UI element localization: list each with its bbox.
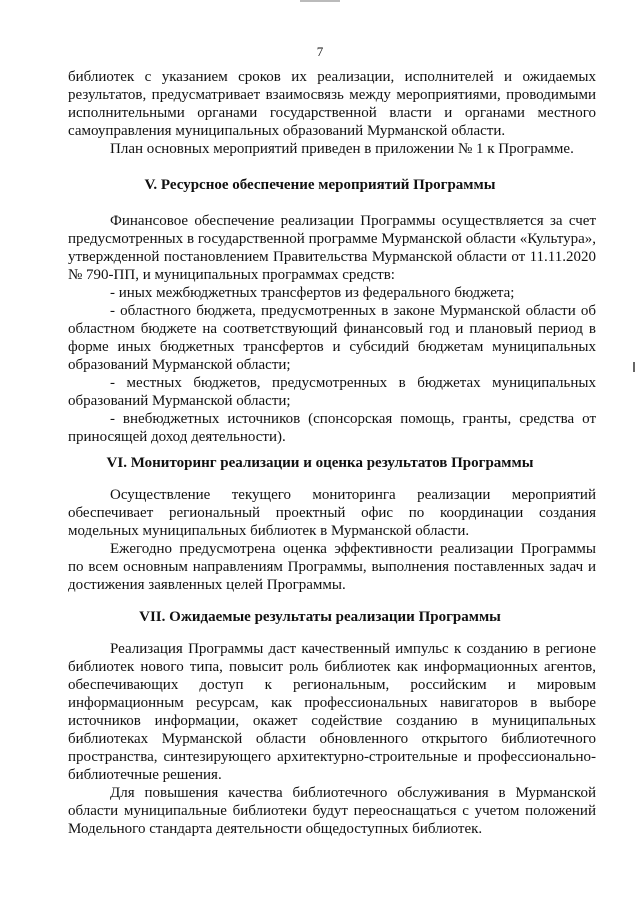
section-vi-body	[68, 486, 596, 594]
paragraph: Для повышения качества библиотечного обслуживания в Мурманской области муниципальные библиотеки будут переоснащаться с учетом положений Модельного стандарта деятельности общедоступных библиотек.	[68, 785, 596, 837]
paragraph: библиотек с указанием сроков их реализации, исполнителей и ожидаемых результатов, предусматривает взаимосвязь между мероприятиями, проводимыми исполнительными органами государственной власти и органами местного самоуправления муниципальных образований Мурманской области.	[68, 69, 596, 139]
list-item: - внебюджетных источников (спонсорская помощь, гранты, средства от приносящей доход деятельности).	[68, 411, 596, 445]
paragraph: Реализация Программы даст качественный импульс к созданию в регионе библиотек нового типа, повысит роль библиотек как информационных агентов, обеспечивающих доступ к региональным, российским и мировым информационным ресурсам, как профессиональных навигаторов в выборе источников информации, окажет содействие созданию в муниципальных библиотеках Мурманской области обновленного открытого библиотечного пространства, синтезирующего архитектурно-строительные и профессионально-библиотечные решения.	[68, 641, 596, 783]
paragraph: План основных мероприятий приведен в приложении № 1 к Программе.	[110, 141, 574, 157]
section-heading-vi: VI. Мониторинг реализации и оценка результатов Программы	[106, 455, 534, 471]
list-item: - областного бюджета, предусмотренных в законе Мурманской области об областном бюджете на соответствующий финансовый год и плановый период в форме иных бюджетных трансфертов и субсидий бюджетам муниципальных образований Мурманской области;	[68, 303, 596, 373]
list-item: - местных бюджетов, предусмотренных в бюджетах муниципальных образований Мурманской области;	[68, 375, 596, 409]
paragraph: Финансовое обеспечение реализации Программы осуществляется за счет предусмотренных в государственной программе Мурманской области «Культура», утвержденной постановлением Правительства Мурманской области от 11.11.2020 № 790-ПП, и муниципальных программах средств:	[68, 213, 596, 283]
intro-section	[68, 68, 596, 158]
section-v-body	[68, 212, 596, 446]
section-vii-body	[68, 640, 596, 838]
list-item: - иных межбюджетных трансфертов из федерального бюджета;	[110, 285, 515, 301]
scan-mark	[633, 362, 635, 372]
section-heading-vii: VII. Ожидаемые результаты реализации Программы	[139, 609, 501, 625]
section-heading-v: V. Ресурсное обеспечение мероприятий Программы	[144, 177, 496, 193]
paragraph: Ежегодно предусмотрена оценка эффективности реализации Программы по всем основным направлениям Программы, выполнения поставленных задач и достижения заявленных целей Программы.	[68, 541, 596, 593]
scan-mark	[300, 0, 340, 2]
page-number: 7	[316, 44, 324, 59]
paragraph: Осуществление текущего мониторинга реализации мероприятий обеспечивает региональный проектный офис по координации создания модельных муниципальных библиотек в Мурманской области.	[68, 487, 596, 539]
